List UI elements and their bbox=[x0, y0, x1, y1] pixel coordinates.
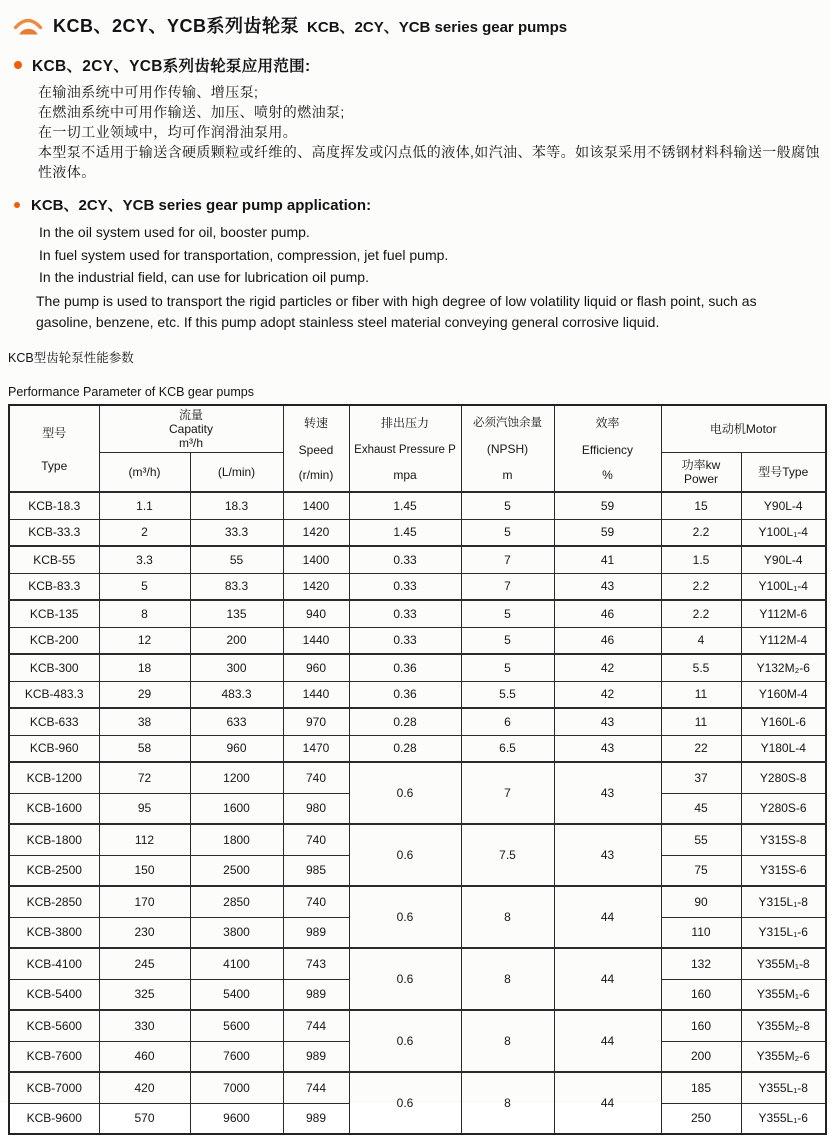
cell-npsh: 7 bbox=[461, 546, 554, 573]
cell-motor-type: Y355M₂-8 bbox=[741, 1010, 826, 1041]
cell-motor-type: Y160M-4 bbox=[741, 681, 826, 708]
cell-capacity-lmin: 2500 bbox=[190, 855, 283, 886]
cell-pressure: 0.33 bbox=[349, 573, 461, 600]
cell-pressure: 0.6 bbox=[349, 762, 461, 824]
cell-model: KCB-200 bbox=[9, 627, 99, 654]
cell-capacity-m3h: 230 bbox=[99, 917, 190, 948]
cell-npsh: 5 bbox=[461, 492, 554, 519]
cell-npsh: 6.5 bbox=[461, 735, 554, 762]
cell-capacity-m3h: 460 bbox=[99, 1041, 190, 1072]
cell-efficiency: 43 bbox=[554, 708, 661, 735]
cell-model: KCB-2850 bbox=[9, 886, 99, 917]
table-row bbox=[9, 600, 826, 627]
cell-capacity-m3h: 95 bbox=[99, 793, 190, 824]
cell-efficiency: 41 bbox=[554, 546, 661, 573]
cell-efficiency: 44 bbox=[554, 948, 661, 1010]
cell-model: KCB-4100 bbox=[9, 948, 99, 979]
cell-capacity-m3h: 12 bbox=[99, 627, 190, 654]
cell-efficiency: 46 bbox=[554, 627, 661, 654]
header-capacity-m3h: (m³/h) bbox=[99, 452, 190, 492]
cell-power: 4 bbox=[661, 627, 741, 654]
page-title-en: KCB、2CY、YCB series gear pumps bbox=[307, 16, 567, 37]
cell-capacity-lmin: 83.3 bbox=[190, 573, 283, 600]
header-type-zh: 型号 bbox=[42, 424, 66, 441]
cell-capacity-m3h: 330 bbox=[99, 1010, 190, 1041]
cell-pressure: 1.45 bbox=[349, 492, 461, 519]
table-row bbox=[9, 824, 826, 855]
cell-power: 11 bbox=[661, 681, 741, 708]
table-row bbox=[9, 1010, 826, 1041]
cell-pressure: 0.36 bbox=[349, 654, 461, 681]
table-row bbox=[9, 573, 826, 600]
header-motor-group: 电动机Motor bbox=[661, 405, 826, 453]
cell-speed: 740 bbox=[283, 824, 349, 855]
cell-capacity-m3h: 420 bbox=[99, 1072, 190, 1103]
table-row bbox=[9, 948, 826, 979]
cell-motor-type: Y315S-6 bbox=[741, 855, 826, 886]
cell-efficiency: 44 bbox=[554, 1072, 661, 1134]
cell-pressure: 0.36 bbox=[349, 681, 461, 708]
header-speed-zh: 转速 bbox=[304, 414, 328, 431]
cell-model: KCB-18.3 bbox=[9, 492, 99, 519]
cell-motor-type: Y132M₂-6 bbox=[741, 654, 826, 681]
cell-model: KCB-1600 bbox=[9, 793, 99, 824]
cell-model: KCB-3800 bbox=[9, 917, 99, 948]
cell-power: 5.5 bbox=[661, 654, 741, 681]
header-speed-en: Speed bbox=[299, 443, 334, 457]
cell-capacity-m3h: 2 bbox=[99, 519, 190, 546]
cell-model: KCB-2500 bbox=[9, 855, 99, 886]
cell-npsh: 5.5 bbox=[461, 681, 554, 708]
cell-power: 110 bbox=[661, 917, 741, 948]
cell-speed: 1400 bbox=[283, 546, 349, 573]
cell-npsh: 8 bbox=[461, 948, 554, 1010]
header-npsh-en: (NPSH) bbox=[487, 442, 528, 456]
cell-pressure: 0.6 bbox=[349, 948, 461, 1010]
table-row bbox=[9, 546, 826, 573]
cell-capacity-m3h: 58 bbox=[99, 735, 190, 762]
cell-power: 160 bbox=[661, 979, 741, 1010]
cell-speed: 740 bbox=[283, 762, 349, 793]
cell-pressure: 1.45 bbox=[349, 519, 461, 546]
cell-capacity-lmin: 5600 bbox=[190, 1010, 283, 1041]
cell-npsh: 5 bbox=[461, 627, 554, 654]
cell-efficiency: 43 bbox=[554, 735, 661, 762]
cell-motor-type: Y100L₁-4 bbox=[741, 519, 826, 546]
cell-speed: 989 bbox=[283, 917, 349, 948]
table-row bbox=[9, 762, 826, 793]
header-capacity-lmin: (L/min) bbox=[190, 452, 283, 492]
table-row bbox=[9, 492, 826, 519]
cell-pressure: 0.28 bbox=[349, 708, 461, 735]
cell-motor-type: Y280S-8 bbox=[741, 762, 826, 793]
bullet-icon bbox=[14, 202, 20, 208]
cell-power: 22 bbox=[661, 735, 741, 762]
cell-capacity-lmin: 9600 bbox=[190, 1103, 283, 1134]
performance-table-body bbox=[9, 492, 826, 1134]
cell-capacity-m3h: 5 bbox=[99, 573, 190, 600]
cell-npsh: 7 bbox=[461, 762, 554, 824]
cell-motor-type: Y100L₁-4 bbox=[741, 573, 826, 600]
cell-capacity-lmin: 1800 bbox=[190, 824, 283, 855]
cell-capacity-lmin: 5400 bbox=[190, 979, 283, 1010]
application-zh-line: 在输油系统中可用作传输、增压泵; bbox=[38, 82, 822, 102]
cell-speed: 989 bbox=[283, 979, 349, 1010]
cell-model: KCB-7600 bbox=[9, 1041, 99, 1072]
cell-efficiency: 43 bbox=[554, 762, 661, 824]
cell-npsh: 5 bbox=[461, 654, 554, 681]
table-row bbox=[9, 735, 826, 762]
section-heading-zh bbox=[14, 54, 822, 76]
header-efficiency-zh: 效率 bbox=[595, 414, 619, 431]
cell-speed: 940 bbox=[283, 600, 349, 627]
table-row bbox=[9, 654, 826, 681]
application-en-paragraph: The pump is used to transport the rigid particles or fiber with high degree of low volatility liquid or flash point, such as gasoline, benzene, etc. If this pump adopt stainless steel material conveying general corrosive liquid. bbox=[36, 291, 814, 333]
header-power-en: Power bbox=[662, 472, 741, 486]
application-zh-line: 在燃油系统中可用作输送、加压、喷射的燃油泵; bbox=[38, 102, 822, 122]
cell-capacity-m3h: 170 bbox=[99, 886, 190, 917]
table-row bbox=[9, 681, 826, 708]
cell-speed: 989 bbox=[283, 1103, 349, 1134]
header-type bbox=[9, 405, 99, 493]
cell-efficiency: 42 bbox=[554, 681, 661, 708]
cell-power: 11 bbox=[661, 708, 741, 735]
cell-efficiency: 59 bbox=[554, 492, 661, 519]
header-pressure-zh: 排出压力 bbox=[381, 414, 429, 431]
cell-npsh: 8 bbox=[461, 886, 554, 948]
cell-motor-type: Y355M₁-6 bbox=[741, 979, 826, 1010]
cell-capacity-m3h: 150 bbox=[99, 855, 190, 886]
cell-motor-type: Y355M₂-6 bbox=[741, 1041, 826, 1072]
cell-power: 1.5 bbox=[661, 546, 741, 573]
cell-capacity-m3h: 570 bbox=[99, 1103, 190, 1134]
section-heading-en bbox=[14, 194, 822, 215]
application-en-line: In the oil system used for oil, booster pump. bbox=[39, 221, 822, 244]
cell-model: KCB-9600 bbox=[9, 1103, 99, 1134]
cell-model: KCB-960 bbox=[9, 735, 99, 762]
cell-power: 90 bbox=[661, 886, 741, 917]
header-power-zh: 功率kw bbox=[662, 458, 741, 472]
header-pressure-en: Exhaust Pressure P bbox=[354, 444, 456, 456]
cell-efficiency: 44 bbox=[554, 886, 661, 948]
header-power bbox=[661, 452, 741, 492]
cell-npsh: 8 bbox=[461, 1072, 554, 1134]
header-npsh-zh: 必须汽蚀余量 bbox=[473, 414, 542, 430]
cell-capacity-lmin: 7000 bbox=[190, 1072, 283, 1103]
cell-capacity-lmin: 483.3 bbox=[190, 681, 283, 708]
cell-motor-type: Y180L-4 bbox=[741, 735, 826, 762]
cell-pressure: 0.28 bbox=[349, 735, 461, 762]
cell-capacity-lmin: 3800 bbox=[190, 917, 283, 948]
cell-speed: 744 bbox=[283, 1010, 349, 1041]
cell-motor-type: Y90L-4 bbox=[741, 492, 826, 519]
header-capacity-zh: 流量 bbox=[100, 408, 283, 422]
cell-capacity-m3h: 1.1 bbox=[99, 492, 190, 519]
cell-capacity-m3h: 8 bbox=[99, 600, 190, 627]
cell-model: KCB-83.3 bbox=[9, 573, 99, 600]
cell-capacity-lmin: 4100 bbox=[190, 948, 283, 979]
application-section-en bbox=[8, 194, 822, 333]
table-row bbox=[9, 627, 826, 654]
cell-model: KCB-33.3 bbox=[9, 519, 99, 546]
cell-motor-type: Y280S-6 bbox=[741, 793, 826, 824]
cell-speed: 1420 bbox=[283, 573, 349, 600]
header-efficiency bbox=[554, 405, 661, 493]
header-pressure bbox=[349, 405, 461, 493]
header-npsh-unit: m bbox=[503, 468, 513, 482]
cell-capacity-lmin: 1200 bbox=[190, 762, 283, 793]
cell-capacity-lmin: 135 bbox=[190, 600, 283, 627]
cell-efficiency: 43 bbox=[554, 573, 661, 600]
cell-speed: 989 bbox=[283, 1041, 349, 1072]
cell-speed: 960 bbox=[283, 654, 349, 681]
bullet-icon bbox=[14, 61, 22, 69]
application-zh-line: 本型泵不适用于输送含硬质颗粒或纤维的、高度挥发或闪点低的液体,如汽油、苯等。如该泵采用不锈钢材料科输送一般腐蚀性液体。 bbox=[38, 142, 822, 182]
cell-speed: 985 bbox=[283, 855, 349, 886]
cell-capacity-m3h: 72 bbox=[99, 762, 190, 793]
performance-table bbox=[8, 404, 827, 1135]
cell-pressure: 0.33 bbox=[349, 627, 461, 654]
cell-pressure: 0.33 bbox=[349, 546, 461, 573]
cell-pressure: 0.6 bbox=[349, 886, 461, 948]
cell-power: 2.2 bbox=[661, 519, 741, 546]
cell-motor-type: Y355L₁-8 bbox=[741, 1072, 826, 1103]
cell-npsh: 8 bbox=[461, 1010, 554, 1072]
cell-power: 250 bbox=[661, 1103, 741, 1134]
cell-capacity-m3h: 245 bbox=[99, 948, 190, 979]
cell-speed: 744 bbox=[283, 1072, 349, 1103]
cell-model: KCB-633 bbox=[9, 708, 99, 735]
cell-model: KCB-300 bbox=[9, 654, 99, 681]
cell-power: 75 bbox=[661, 855, 741, 886]
cell-capacity-m3h: 325 bbox=[99, 979, 190, 1010]
cell-capacity-m3h: 38 bbox=[99, 708, 190, 735]
application-en-line: In fuel system used for transportation, compression, jet fuel pump. bbox=[39, 244, 822, 267]
cell-efficiency: 59 bbox=[554, 519, 661, 546]
page-title-zh: KCB、2CY、YCB系列齿轮泵 bbox=[53, 12, 299, 38]
section-heading-zh-text: KCB、2CY、YCB系列齿轮泵应用范围: bbox=[32, 54, 310, 76]
table-title-en: Performance Parameter of KCB gear pumps bbox=[8, 384, 822, 401]
cell-capacity-lmin: 33.3 bbox=[190, 519, 283, 546]
cell-capacity-lmin: 55 bbox=[190, 546, 283, 573]
header-pressure-unit: mpa bbox=[393, 468, 416, 482]
cell-model: KCB-55 bbox=[9, 546, 99, 573]
cell-motor-type: Y315L₁-8 bbox=[741, 886, 826, 917]
header-motor-type: 型号Type bbox=[741, 452, 826, 492]
application-section-zh bbox=[8, 54, 822, 182]
cell-pressure: 0.6 bbox=[349, 1010, 461, 1072]
cell-speed: 740 bbox=[283, 886, 349, 917]
cell-capacity-lmin: 2850 bbox=[190, 886, 283, 917]
cell-pressure: 0.6 bbox=[349, 1072, 461, 1134]
cell-capacity-lmin: 960 bbox=[190, 735, 283, 762]
cell-model: KCB-483.3 bbox=[9, 681, 99, 708]
cell-power: 37 bbox=[661, 762, 741, 793]
header-capacity-unit: m³/h bbox=[100, 436, 283, 450]
table-title-zh: KCB型齿轮泵性能参数 bbox=[8, 350, 822, 367]
cell-npsh: 7.5 bbox=[461, 824, 554, 886]
cell-model: KCB-7000 bbox=[9, 1072, 99, 1103]
cell-capacity-lmin: 7600 bbox=[190, 1041, 283, 1072]
cell-speed: 980 bbox=[283, 793, 349, 824]
cell-power: 15 bbox=[661, 492, 741, 519]
cell-efficiency: 44 bbox=[554, 1010, 661, 1072]
cell-capacity-m3h: 29 bbox=[99, 681, 190, 708]
cell-motor-type: Y355M₁-8 bbox=[741, 948, 826, 979]
cell-capacity-m3h: 3.3 bbox=[99, 546, 190, 573]
table-row bbox=[9, 886, 826, 917]
table-row bbox=[9, 519, 826, 546]
cell-motor-type: Y112M-6 bbox=[741, 600, 826, 627]
cell-capacity-lmin: 633 bbox=[190, 708, 283, 735]
cell-npsh: 5 bbox=[461, 600, 554, 627]
cell-efficiency: 42 bbox=[554, 654, 661, 681]
cell-speed: 1420 bbox=[283, 519, 349, 546]
cell-motor-type: Y112M-4 bbox=[741, 627, 826, 654]
cell-motor-type: Y315S-8 bbox=[741, 824, 826, 855]
header-type-en: Type bbox=[41, 459, 67, 473]
cell-power: 2.2 bbox=[661, 573, 741, 600]
cell-npsh: 6 bbox=[461, 708, 554, 735]
header-speed bbox=[283, 405, 349, 493]
table-row bbox=[9, 708, 826, 735]
header-npsh bbox=[461, 405, 554, 493]
cell-capacity-lmin: 200 bbox=[190, 627, 283, 654]
cell-capacity-lmin: 18.3 bbox=[190, 492, 283, 519]
cell-model: KCB-5400 bbox=[9, 979, 99, 1010]
application-en-line: In the industrial field, can use for lubrication oil pump. bbox=[39, 266, 822, 289]
cell-npsh: 7 bbox=[461, 573, 554, 600]
cell-speed: 1400 bbox=[283, 492, 349, 519]
cell-npsh: 5 bbox=[461, 519, 554, 546]
cell-efficiency: 46 bbox=[554, 600, 661, 627]
cell-power: 45 bbox=[661, 793, 741, 824]
cell-pressure: 0.6 bbox=[349, 824, 461, 886]
cell-capacity-lmin: 1600 bbox=[190, 793, 283, 824]
cell-motor-type: Y355L₁-6 bbox=[741, 1103, 826, 1134]
cell-speed: 970 bbox=[283, 708, 349, 735]
cell-speed: 743 bbox=[283, 948, 349, 979]
cell-efficiency: 43 bbox=[554, 824, 661, 886]
header-efficiency-en: Efficiency bbox=[582, 443, 633, 457]
cell-power: 55 bbox=[661, 824, 741, 855]
header-capacity-en: Capatity bbox=[100, 422, 283, 436]
cell-motor-type: Y90L-4 bbox=[741, 546, 826, 573]
header-efficiency-unit: % bbox=[602, 468, 613, 482]
document-header bbox=[12, 12, 822, 38]
cell-model: KCB-1800 bbox=[9, 824, 99, 855]
cell-power: 200 bbox=[661, 1041, 741, 1072]
cell-power: 2.2 bbox=[661, 600, 741, 627]
cell-speed: 1440 bbox=[283, 681, 349, 708]
table-row bbox=[9, 1072, 826, 1103]
cell-power: 185 bbox=[661, 1072, 741, 1103]
cell-model: KCB-5600 bbox=[9, 1010, 99, 1041]
cell-speed: 1440 bbox=[283, 627, 349, 654]
cell-model: KCB-135 bbox=[9, 600, 99, 627]
cell-motor-type: Y160L-6 bbox=[741, 708, 826, 735]
cell-model: KCB-1200 bbox=[9, 762, 99, 793]
cell-capacity-m3h: 112 bbox=[99, 824, 190, 855]
brand-arc-icon bbox=[12, 13, 44, 38]
header-capacity bbox=[99, 405, 283, 453]
cell-capacity-m3h: 18 bbox=[99, 654, 190, 681]
cell-motor-type: Y315L₁-6 bbox=[741, 917, 826, 948]
cell-pressure: 0.33 bbox=[349, 600, 461, 627]
cell-power: 160 bbox=[661, 1010, 741, 1041]
header-speed-unit: (r/min) bbox=[299, 468, 334, 482]
section-heading-en-text: KCB、2CY、YCB series gear pump application: bbox=[31, 194, 371, 215]
application-zh-line: 在一切工业领域中，均可作润滑油泵用。 bbox=[38, 122, 822, 142]
cell-speed: 1470 bbox=[283, 735, 349, 762]
cell-power: 132 bbox=[661, 948, 741, 979]
cell-capacity-lmin: 300 bbox=[190, 654, 283, 681]
